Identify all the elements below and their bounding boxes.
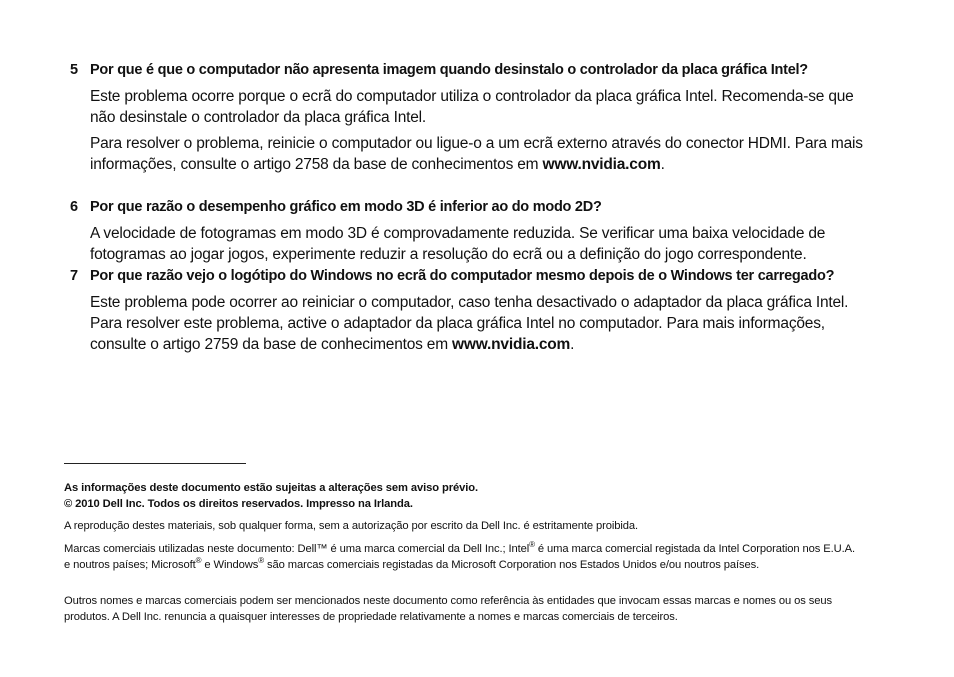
faq-item-5 (66, 60, 866, 175)
answer-text: Este problema ocorre porque o ecrã do computador utiliza o controlador da placa gráfica Intel. Recomenda-se que não desinstale o controlador da placa gráfica Intel. (90, 88, 854, 126)
question-number: 7 (70, 268, 78, 284)
question-number: 5 (70, 62, 78, 78)
question-7 (66, 266, 866, 287)
answer-text-end: . (660, 156, 665, 173)
copyright-line: © 2010 Dell Inc. Todos os direitos reservados. Impresso na Irlanda. (64, 498, 413, 510)
legal-notice-line: As informações deste documento estão sujeitas a alterações sem aviso prévio. (64, 482, 478, 494)
trademarks-notice: Marcas comerciais utilizadas neste documento: Dell™ é uma marca comercial da Dell Inc.; Intel® é uma marca comercial registada da Intel Corporation nos E.U.A. e noutros países; Microsoft® e Windows® são marcas comerciais registadas da Microsoft Corporation nos Estados Unidos e/ou noutros países. (64, 540, 855, 571)
registered-mark: ® (258, 556, 265, 565)
nvidia-link: www.nvidia.com (542, 156, 661, 173)
faq-item-7 (66, 266, 866, 355)
question-text: Por que é que o computador não apresenta imagem quando desinstalo o controlador da placa gráfica Intel? (90, 62, 808, 78)
question-6 (66, 197, 866, 218)
answer-text: A velocidade de fotogramas em modo 3D é comprovadamente reduzida. Se verificar uma baixa velocidade de fotogramas ao jogar jogos, experimente reduzir a resolução do ecrã ou a definição do jogo correspondente. (90, 225, 826, 263)
footnote-divider (64, 463, 246, 464)
reproduction-notice: A reprodução destes materiais, sob qualquer forma, sem a autorização por escrito da Dell Inc. é estritamente proibida. (64, 520, 638, 532)
legal-notice (64, 480, 864, 512)
answer-text-end: . (570, 336, 575, 353)
question-5 (66, 60, 866, 81)
answer-paragraph (90, 292, 866, 355)
answer-text: Este problema pode ocorrer ao reiniciar o computador, caso tenha desactivado o adaptador da placa gráfica Intel. Para resolver este problema, active o adaptador da placa gráfica Intel no computador. Para mais informações, consulte o artigo 2759 da base de conhecimentos em (90, 294, 849, 353)
answer-paragraph (90, 86, 866, 128)
question-text: Por que razão vejo o logótipo do Windows no ecrã do computador mesmo depois de o Windows ter carregado? (90, 268, 835, 284)
answer-text: Para resolver o problema, reinicie o computador ou ligue-o a um ecrã externo através do conector HDMI. Para mais informações, consulte o artigo 2758 da base de conhecimentos em (90, 135, 863, 173)
nvidia-link: www.nvidia.com (452, 336, 571, 353)
question-text: Por que razão o desempenho gráfico em modo 3D é inferior ao do modo 2D? (90, 199, 602, 215)
registered-mark: ® (529, 540, 535, 549)
other-names-notice: Outros nomes e marcas comerciais podem ser mencionados neste documento como referência às entidades que invocam essas marcas e nomes ou os seus produtos. A Dell Inc. renuncia a quaisquer interesses de propriedade relativamente a nomes e marcas comerciais de terceiros. (64, 595, 832, 623)
faq-item-6 (66, 197, 866, 265)
registered-mark: ® (195, 556, 202, 565)
answer-paragraph (90, 133, 866, 175)
question-number: 6 (70, 199, 78, 215)
answer-paragraph (90, 223, 866, 265)
